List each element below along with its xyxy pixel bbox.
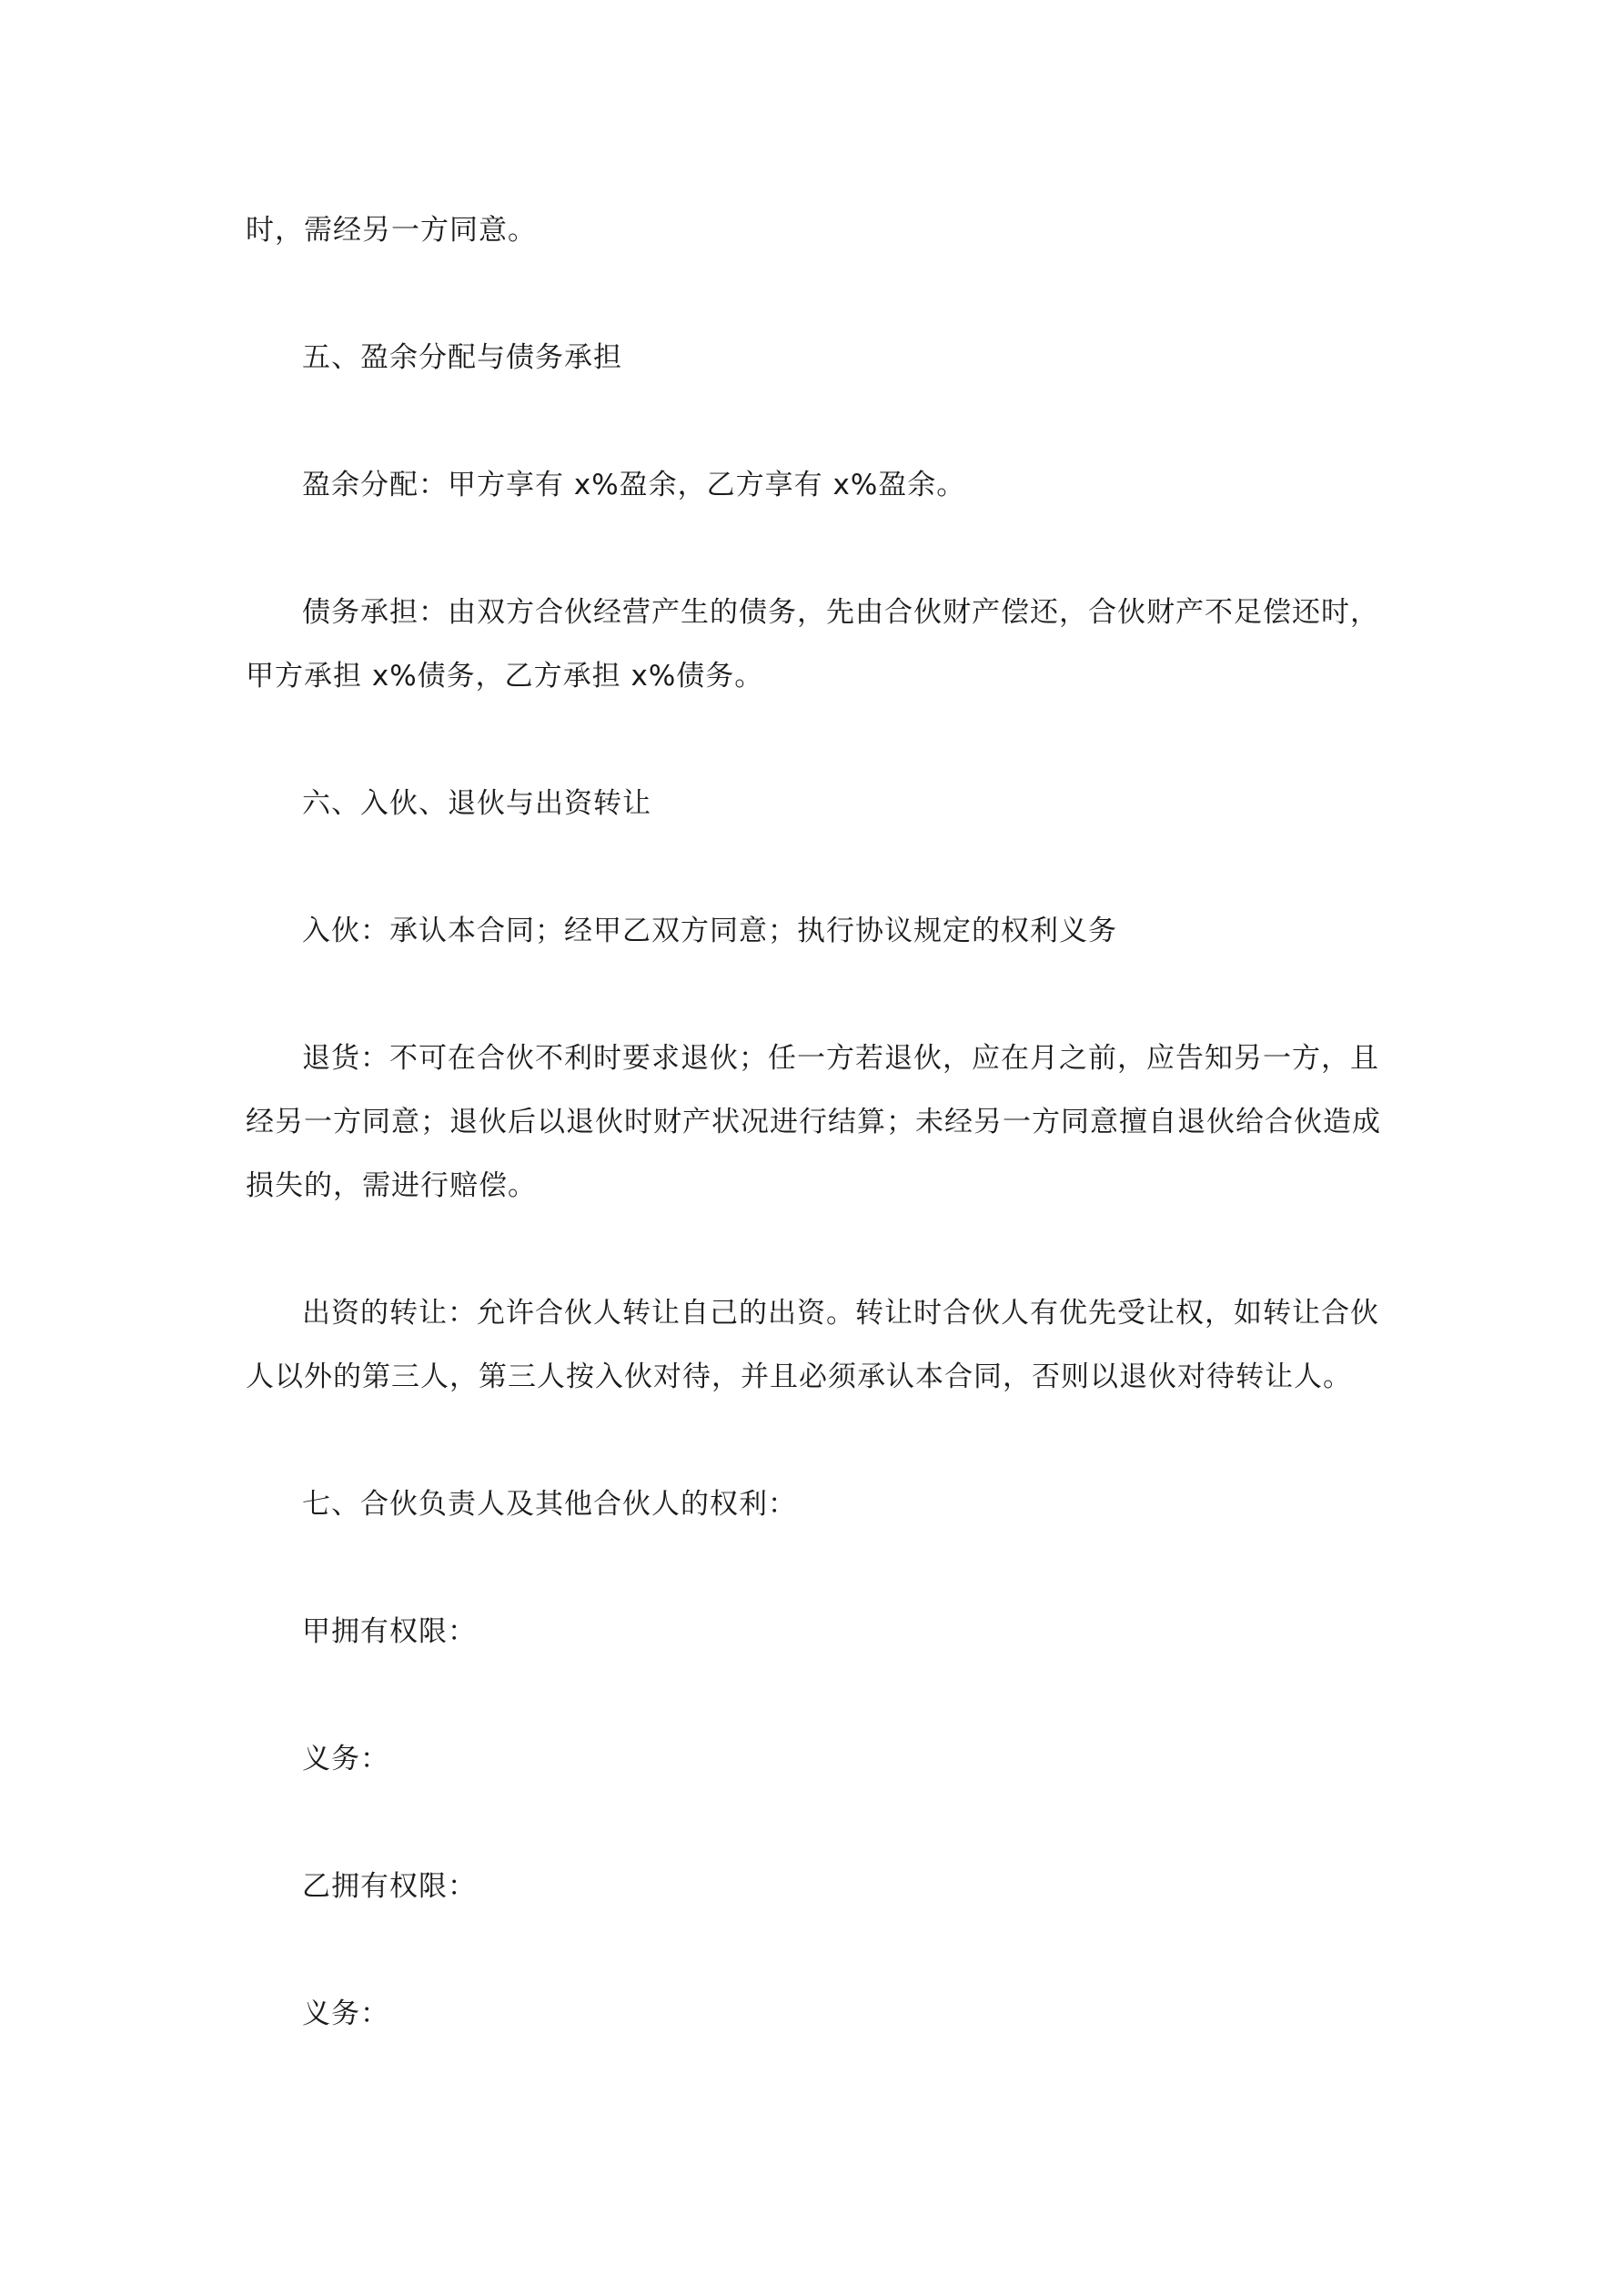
paragraph-withdrawal: 退货：不可在合伙不利时要求退伙；任一方若退伙，应在月之前，应告知另一方，且经另一方同意；退伙后以退伙时财产状况进行结算；未经另一方同意擅自退伙给合伙造成损失的，需进行赔偿。 [246, 1042, 1381, 1202]
paragraph-profit-distribution: 盈余分配：甲方享有 x%盈余，乙方享有 x%盈余。 [302, 469, 966, 501]
section-heading-profit-debt: 五、盈余分配与债务承担 [302, 341, 622, 374]
paragraph-capital-transfer: 出资的转让：允许合伙人转让自己的出资。转让时合伙人有优先受让权，如转让合伙人以外的第三人，第三人按入伙对待，并且必须承认本合同，否则以退伙对待转让人。 [246, 1297, 1379, 1393]
paragraph-party-a-rights: 甲拥有权限： [302, 1615, 477, 1648]
paragraph-join: 入伙：承认本合同；经甲乙双方同意；执行协议规定的权利义务 [302, 915, 1117, 947]
paragraph-debt-bearing: 债务承担：由双方合伙经营产生的债务，先由合伙财产偿还，合伙财产不足偿还时，甲方承担 x%债务，乙方承担 x%债务。 [246, 596, 1379, 693]
section-heading-partner-rights: 七、合伙负责人及其他合伙人的权利： [302, 1488, 797, 1521]
paragraph-party-b-rights: 乙拥有权限： [302, 1870, 477, 1903]
section-heading-join-exit-transfer: 六、入伙、退伙与出资转让 [302, 787, 651, 820]
paragraph-party-b-duties: 义务： [302, 1998, 389, 2030]
paragraph-party-a-duties: 义务： [302, 1743, 389, 1775]
paragraph-continuation: 时，需经另一方同意。 [246, 214, 537, 247]
